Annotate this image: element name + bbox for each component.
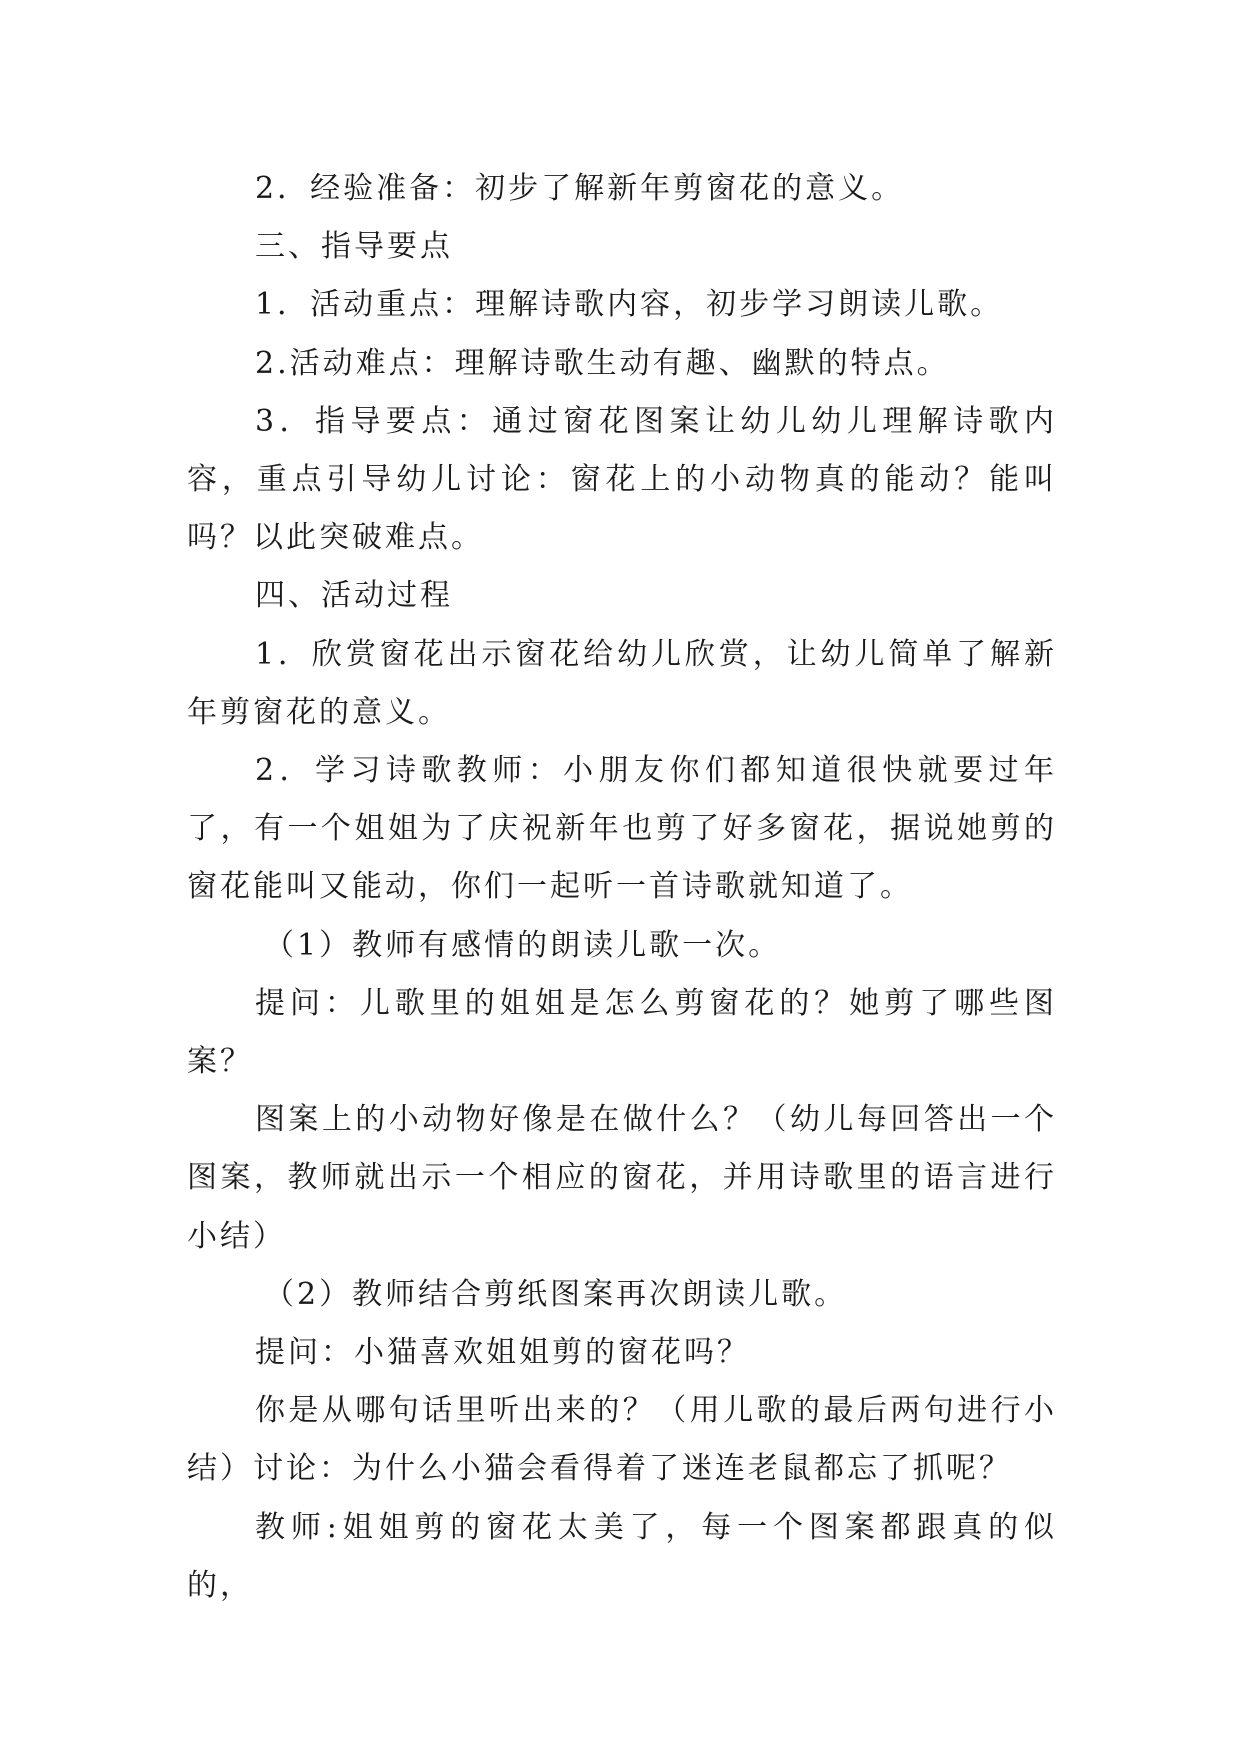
paragraph-question-2: 图案上的小动物好像是在做什么？（幼儿每回答出一个图案，教师就出示一个相应的窗花，并用诗歌里的语言进行小结） — [187, 1102, 1057, 1254]
paragraph-experience-prep: 2．经验准备：初步了解新年剪窗花的意义。 — [255, 171, 905, 206]
paragraph-activity-difficulty: 2.活动难点：理解诗歌生动有趣、幽默的特点。 — [255, 345, 950, 381]
paragraph-teacher-remark: 教师:姐姐剪的窗花太美了，每一个图案都跟真的似的， — [187, 1509, 1057, 1603]
paragraph-appreciate-paper-cuts: 1．欣赏窗花出示窗花给幼儿欣赏，让幼儿简单了解新年剪窗花的意义。 — [187, 636, 1057, 730]
paragraph-step-1: （1）教师有感情的朗读儿歌一次。 — [264, 927, 782, 963]
paragraph-learn-poem: 2．学习诗歌教师：小朋友你们都知道很快就要过年了，有一个姐姐为了庆祝新年也剪了好多窗花，据说她剪的窗花能叫又能动，你们一起听一首诗歌就知道了。 — [187, 753, 1057, 905]
paragraph-question-3: 提问：小猫喜欢姐姐剪的窗花吗？ — [255, 1335, 750, 1371]
heading-activity-process: 四、活动过程 — [255, 578, 453, 614]
paragraph-question-4: 你是从哪句话里听出来的？（用儿歌的最后两句进行小结）讨论：为什么小猫会看得着了迷连老鼠都忘了抓呢？ — [187, 1393, 1057, 1487]
paragraph-activity-focus: 1．活动重点：理解诗歌内容，初步学习朗读儿歌。 — [255, 287, 1004, 323]
heading-guidance-points: 三、指导要点 — [255, 229, 453, 265]
paragraph-step-2: （2）教师结合剪纸图案再次朗读儿歌。 — [264, 1276, 848, 1312]
document-body — [187, 160, 1057, 1615]
paragraph-guidance-detail: 3．指导要点：通过窗花图案让幼儿幼儿理解诗歌内容，重点引导幼儿讨论：窗花上的小动物真的能动？能叫吗？以此突破难点。 — [187, 403, 1057, 556]
paragraph-question-1: 提问：儿歌里的姐姐是怎么剪窗花的？她剪了哪些图案？ — [187, 985, 1057, 1080]
